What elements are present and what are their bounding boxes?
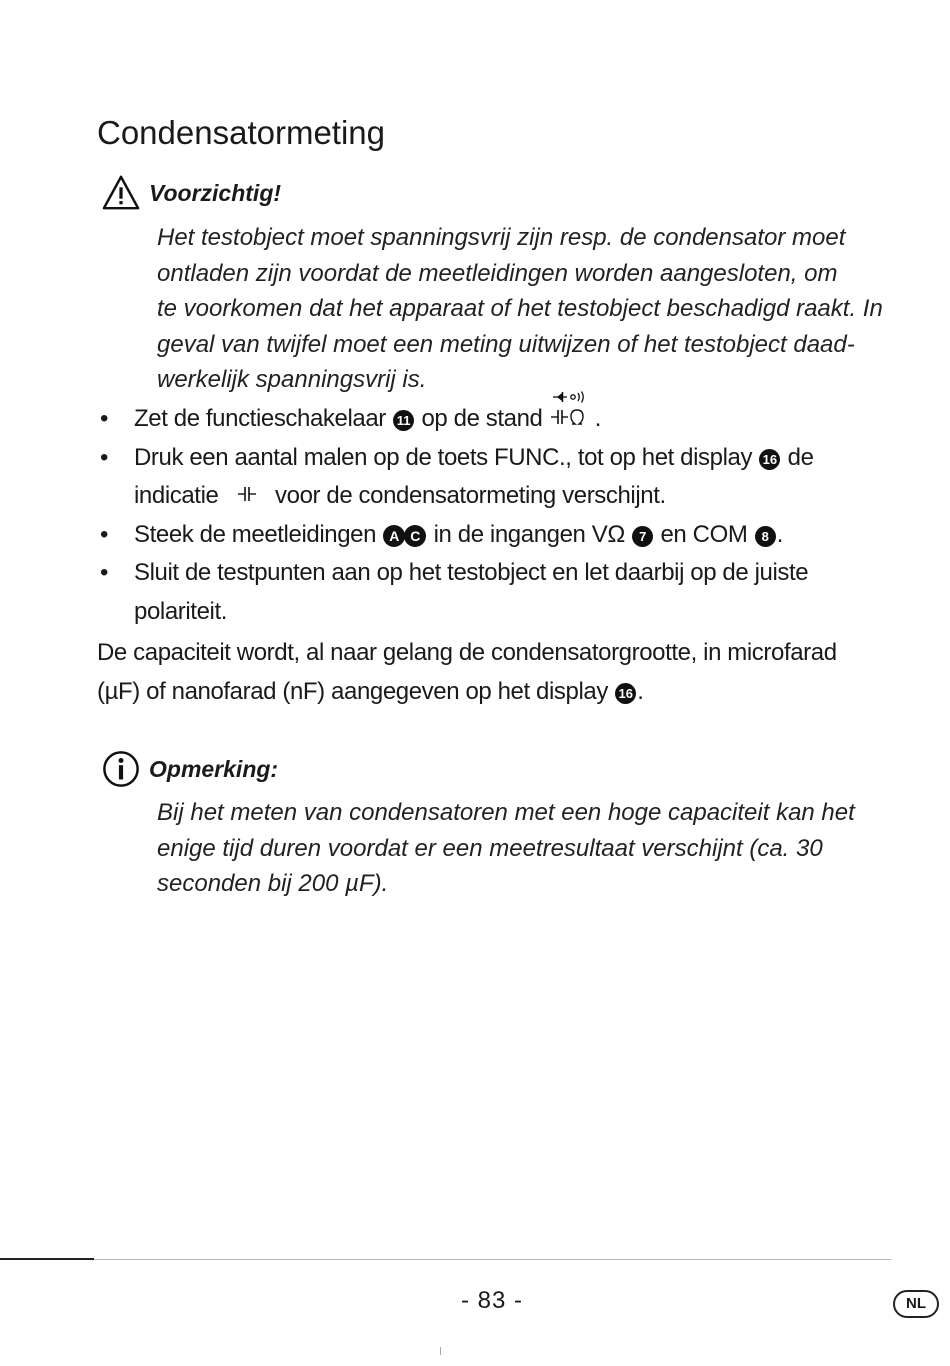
- remark-text: [157, 795, 887, 902]
- remark-heading: [102, 750, 278, 788]
- crop-mark: [440, 1347, 441, 1355]
- remark-heading-label: Opmerking:: [149, 755, 279, 782]
- language-badge: NL: [893, 1290, 939, 1318]
- callout-letter: A: [383, 525, 405, 547]
- footer-rule-thick: [0, 1258, 94, 1260]
- caution-text: [157, 220, 887, 398]
- caution-heading: [102, 174, 281, 212]
- caution-line: ontladen zijn voordat de meetleidingen worden aangesloten, om: [157, 259, 838, 287]
- caution-line: Het testobject moet spanningsvrij zijn resp. de condensator moet: [157, 224, 846, 251]
- result-paragraph: De capaciteit wordt, al naar gelang de condensatorgrootte, in microfarad (µF) of nanofarad (nF) aangegeven op het display 16 .: [97, 639, 837, 705]
- capacitor-symbol-icon: [237, 477, 259, 516]
- callout-number: 11: [393, 410, 414, 431]
- caution-line: geval van twijfel moet een meting uitwijzen of het testobject daad-: [157, 330, 855, 358]
- remark-line: enige tijd duren voordat er een meetresultaat verschijnt (ca. 30: [157, 834, 823, 862]
- remark-line: seconden bij 200 µF).: [157, 870, 389, 897]
- step-item: • Steek de meetleidingen A C in de ingangen VΩ 7 en COM 8 .: [98, 516, 878, 555]
- remark-line: Bij het meten van condensatoren met een hoge capaciteit kan het: [157, 799, 855, 826]
- page-number: - 83 -: [460, 1287, 523, 1314]
- caution-line: te voorkomen dat het apparaat of het testobject beschadigd raakt. In: [157, 295, 883, 322]
- callout-number: 8: [755, 526, 776, 547]
- step-item: • Zet de functieschakelaar 11 op de stand .: [98, 400, 878, 439]
- page-title: Condensatormeting: [97, 114, 386, 152]
- callout-number: 16: [759, 449, 780, 470]
- callout-number: 7: [632, 526, 653, 547]
- capacitor-ohm-diode-buzzer-symbol-icon: [549, 402, 595, 430]
- callout-letter: C: [404, 525, 426, 547]
- warning-triangle-icon: [102, 174, 140, 212]
- footer-rule: [94, 1259, 891, 1260]
- info-circle-icon: [102, 750, 140, 788]
- step-item: • Druk een aantal malen op de toets FUNC., tot op het display 16 de indicatie voor de condensatormeting verschijnt.: [98, 439, 878, 516]
- steps-list: [98, 400, 878, 631]
- callout-number: 16: [615, 683, 636, 704]
- step-item: • Sluit de testpunten aan op het testobject en let daarbij op de juiste polariteit.: [98, 554, 878, 631]
- caution-line: werkelijk spanningsvrij is.: [157, 366, 427, 393]
- caution-heading-label: Voorzichtig!: [149, 179, 282, 206]
